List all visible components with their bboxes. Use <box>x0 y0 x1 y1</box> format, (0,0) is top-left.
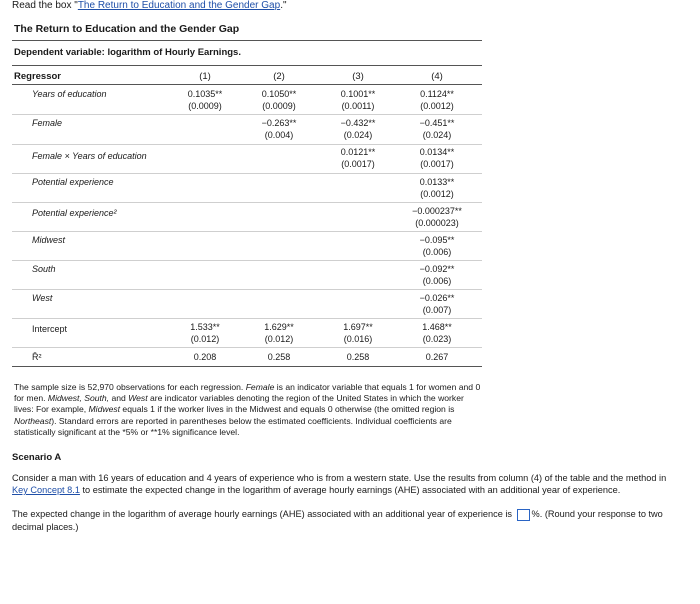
row-label-female: Female <box>32 118 63 128</box>
coef: 1.629** <box>264 322 294 332</box>
row-divider <box>12 173 482 174</box>
row-divider <box>12 318 482 319</box>
row-label-west: West <box>32 293 53 303</box>
std-error: (0.006) <box>422 276 452 286</box>
std-error: (0.0017) <box>341 159 375 169</box>
table-top-rule <box>12 40 482 41</box>
table-notes <box>14 382 484 438</box>
key-concept-link[interactable]: Key Concept 8.1 <box>12 485 80 495</box>
note-part: is an indicator variable that equals 1 for women and 0 for men. <box>14 382 481 404</box>
row-label-female-x-education: Female × Years of education <box>32 151 147 161</box>
box-link[interactable]: The Return to Education and the Gender Gap <box>77 0 281 11</box>
question-text <box>12 508 682 533</box>
note-part: and <box>109 393 129 404</box>
coef: −0.432** <box>340 118 376 128</box>
row-divider <box>12 144 482 145</box>
std-error: (0.0012) <box>420 101 454 111</box>
row-divider <box>12 202 482 203</box>
std-error: (0.0009) <box>262 101 296 111</box>
note-part: Female <box>245 382 275 392</box>
coef: −0.000237** <box>412 206 462 216</box>
coef: 0.0133** <box>419 177 455 187</box>
row-label-potential-experience: Potential experience <box>32 177 114 187</box>
coef: 0.1050** <box>261 89 297 99</box>
table-bottom-rule <box>12 366 482 367</box>
std-error: (0.004) <box>264 130 294 140</box>
table-title: The Return to Education and the Gender Gap <box>14 23 240 35</box>
std-error: (0.024) <box>343 130 373 140</box>
r2-value: 0.258 <box>267 352 291 362</box>
coef: 0.1001** <box>340 89 376 99</box>
std-error: (0.024) <box>422 130 452 140</box>
coef: −0.451** <box>419 118 455 128</box>
row-label-south: South <box>32 264 56 274</box>
row-label-adjusted-r2: R̄² <box>32 352 42 362</box>
instruction-prefix: Read the box " <box>12 0 78 11</box>
r2-value: 0.258 <box>346 352 370 362</box>
row-divider <box>12 347 482 348</box>
row-divider <box>12 260 482 261</box>
row-divider <box>12 231 482 232</box>
row-label-years-of-education: Years of education <box>32 89 107 99</box>
dependent-variable: Dependent variable: logarithm of Hourly Earnings. <box>14 47 241 58</box>
note-part: Northeast <box>14 415 52 426</box>
coef: 0.0121** <box>340 147 376 157</box>
scenario-text-after: to estimate the expected change in the logarithm of average hourly earnings (AHE) associated with an additional year of experience. <box>79 485 621 495</box>
std-error: (0.012) <box>190 334 220 344</box>
coef: 0.1035** <box>187 89 223 99</box>
note-part: equals 1 if the worker lives in the Midwest and equals 0 otherwise (the omitted region is <box>120 404 455 415</box>
coef: 0.1124** <box>420 89 454 99</box>
row-label-midwest: Midwest <box>32 235 66 245</box>
r2-value: 0.208 <box>193 352 217 362</box>
row-label-intercept: Intercept <box>32 324 68 334</box>
row-label-potential-experience-squared: Potential experience² <box>32 208 117 218</box>
question-before-box: The expected change in the logarithm of average hourly earnings (AHE) associated with an additional year of experience is <box>12 509 515 519</box>
coef: −0.026** <box>419 293 455 303</box>
note-part: Midwest <box>88 404 121 415</box>
std-error: (0.012) <box>264 334 294 344</box>
regressor-header: Regressor <box>14 71 61 82</box>
std-error: (0.007) <box>422 305 452 315</box>
col-header-2: (2) <box>273 71 285 82</box>
row-divider <box>12 114 482 115</box>
coef: 1.697** <box>343 322 373 332</box>
instruction-line <box>12 0 287 11</box>
std-error: (0.023) <box>422 334 452 344</box>
std-error: (0.000023) <box>415 218 459 228</box>
std-error: (0.016) <box>343 334 373 344</box>
coef: −0.092** <box>419 264 455 274</box>
header-top-rule <box>12 65 482 66</box>
std-error: (0.0017) <box>420 159 454 169</box>
std-error: (0.0011) <box>341 101 375 111</box>
note-part: The sample size is 52,970 observations for each regression. <box>14 382 246 392</box>
row-divider <box>12 289 482 290</box>
coef: 1.533** <box>190 322 220 332</box>
coef: 1.468** <box>422 322 452 332</box>
note-part: are indicator variables denoting the region of the United States in which the worker lives: For example, <box>14 393 464 415</box>
coef: −0.263** <box>261 118 297 128</box>
r2-value: 0.267 <box>425 352 449 362</box>
answer-input[interactable] <box>517 509 530 521</box>
col-header-4: (4) <box>431 71 443 82</box>
note-part: Midwest, South, <box>47 393 110 404</box>
scenario-text <box>12 472 682 496</box>
col-header-3: (3) <box>352 71 364 82</box>
coef: −0.095** <box>419 235 455 245</box>
std-error: (0.006) <box>422 247 452 257</box>
scenario-title: Scenario A <box>12 452 62 463</box>
header-bottom-rule <box>12 84 482 85</box>
note-part: West <box>128 393 148 404</box>
coef: 0.0134** <box>419 147 455 157</box>
std-error: (0.0009) <box>188 101 222 111</box>
scenario-text-before: Consider a man with 16 years of education and 4 years of experience who is from a western state. Use the results from column (4) of the table and the method in <box>12 473 667 483</box>
instruction-suffix: ." <box>280 0 287 11</box>
std-error: (0.0012) <box>420 189 454 199</box>
col-header-1: (1) <box>199 71 211 82</box>
question-after-box: %. (Round your response to two decimal places.) <box>12 509 663 532</box>
note-part: ). Standard errors are reported in parentheses below the estimated coefficients. Individual coefficients are statistically significant at the *5% or **1% significance level. <box>14 415 452 437</box>
